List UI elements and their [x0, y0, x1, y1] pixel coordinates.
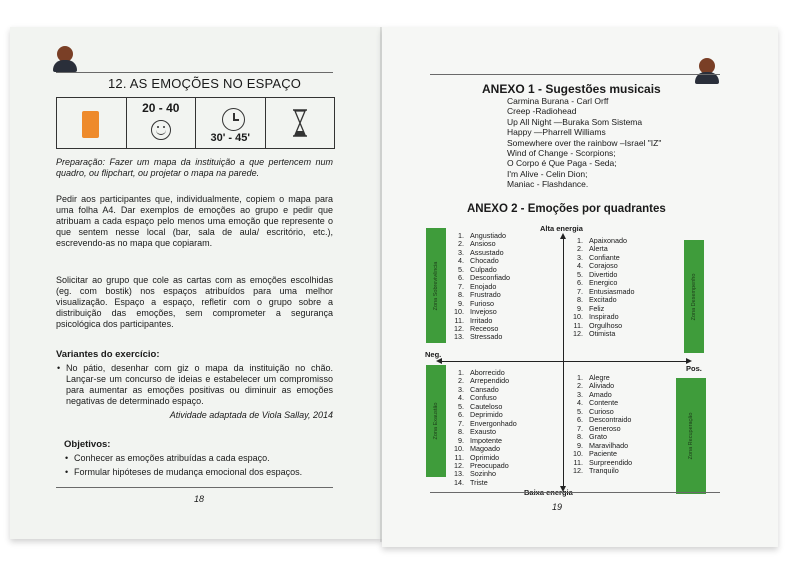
emotion-number: 9.	[458, 435, 464, 445]
emotion-label: Apaixonado	[589, 236, 627, 245]
annex-1-title: ANEXO 1 - Sugestões musicais	[482, 82, 661, 96]
emotion-label: Enojado	[470, 281, 497, 291]
quadrant-top-left-list	[452, 232, 510, 342]
emotion-number: 3.	[458, 247, 464, 257]
emotion-label: Alerta	[589, 244, 608, 254]
valence-axis	[440, 361, 688, 362]
song-item: I'm Alive - Celin Dion;	[507, 168, 588, 179]
song-item: O Corpo é Que Paga - Seda;	[507, 158, 617, 169]
emotion-label: Oprimido	[470, 452, 500, 462]
arrow-left-icon	[436, 358, 442, 364]
emotion-label: Chocado	[470, 256, 499, 266]
emotion-item	[452, 333, 510, 341]
arrow-up-icon	[560, 233, 566, 239]
preparation-text: Preparação: Fazer um mapa da instituição a que pertencem num quadro, ou flipchart, ou projetar o mapa na parede.	[56, 157, 333, 178]
emotion-number: 4.	[458, 256, 464, 266]
emotion-number: 6.	[577, 415, 583, 425]
variant-item: • No pátio, desenhar com giz o mapa da instituição no chão. Lançar-se um concurso de ideias e estabelecer um compromisso para aumentar as emoções positivas ou diminuir as emoções negativas de determinado espaço.	[66, 363, 333, 407]
emotion-number: 2.	[458, 376, 464, 386]
zone-bar-bottom-right	[676, 378, 706, 494]
emotion-label: Cansado	[470, 384, 499, 394]
emotion-number: 11.	[573, 320, 583, 330]
page-number: 19	[552, 502, 563, 512]
emotion-number: 8.	[458, 290, 464, 300]
emotion-label: Exausto	[470, 427, 496, 437]
emotion-label: Frustrado	[470, 290, 501, 300]
emotion-label: Excitado	[589, 295, 617, 305]
clock-icon	[222, 108, 245, 131]
emotion-label: Angustiado	[470, 231, 506, 240]
zone-bar-top-left	[426, 228, 446, 343]
materials-cell	[57, 98, 127, 148]
emotion-label: Ansioso	[470, 239, 496, 249]
emotion-label: Feliz	[589, 303, 605, 313]
emotion-label: Confiante	[589, 252, 620, 262]
emotion-label: Stressado	[470, 332, 503, 342]
emotion-label: Grato	[589, 432, 607, 442]
emotion-label: Sozinho	[470, 469, 496, 479]
emotion-number: 10.	[573, 449, 583, 459]
emotion-number: 9.	[458, 298, 464, 308]
emotion-number: 1.	[458, 231, 464, 240]
emotion-number: 12.	[573, 328, 583, 338]
emotion-label: Curioso	[589, 406, 614, 416]
emotion-label: Alegre	[589, 373, 610, 382]
participants-range: 20 - 40	[142, 101, 180, 115]
zone-bar-bottom-left	[426, 365, 446, 477]
quadrant-bottom-right-list	[571, 374, 632, 475]
emotion-number: 7.	[458, 418, 464, 428]
page-number: 18	[194, 494, 205, 504]
emotion-number: 12.	[454, 323, 464, 333]
smiley-icon	[151, 120, 171, 140]
emotion-label: Aborrecido	[470, 368, 505, 377]
objectives-heading: Objetivos:	[64, 439, 111, 450]
header-rule	[430, 74, 720, 75]
emotion-item	[571, 467, 632, 475]
activity-title: 12. AS EMOÇÕES NO ESPAÇO	[108, 76, 302, 91]
emotion-number: 5.	[577, 269, 583, 279]
child-avatar-icon	[694, 58, 720, 84]
energy-axis	[563, 238, 564, 490]
emotion-label: Magoado	[470, 444, 500, 454]
quadrant-bottom-left-list	[452, 369, 517, 487]
emotion-number: 1.	[577, 373, 583, 382]
emotion-label: Deprimido	[470, 410, 503, 420]
emotion-label: Assustado	[470, 247, 504, 257]
emotion-number: 3.	[577, 252, 583, 262]
footer-rule	[56, 487, 333, 488]
axis-label-right: Pos.	[686, 364, 702, 373]
emotion-label: Arrependido	[470, 376, 510, 386]
emotion-number: 10.	[454, 307, 464, 317]
emotion-number: 13.	[454, 469, 464, 479]
emotion-number: 1.	[577, 236, 583, 245]
emotion-number: 12.	[454, 460, 464, 470]
emotion-number: 11.	[454, 315, 464, 325]
emotion-item	[452, 479, 517, 487]
song-item: Happy —Pharrell Williams	[507, 127, 606, 138]
emotion-label: Inspirado	[589, 312, 619, 322]
emotion-number: 12.	[573, 465, 583, 475]
arrow-right-icon	[686, 358, 692, 364]
instructions-paragraph-1: Pedir aos participantes que, individualmente, copiem o mapa para uma folha A4. Dar exemplos de emoções ao grupo e pedir que atribuam a cada espaço pelo menos uma emoção que represente o que sentem nesse local (bar, sala de aula/ escritório, etc.), escrevendo-as no mapa que copiaram.	[56, 194, 333, 248]
zone-label: Zona Exaustão	[433, 402, 439, 440]
song-item: Maniac - Flashdance.	[507, 179, 589, 190]
emotion-number: 5.	[458, 401, 464, 411]
emotion-number: 5.	[577, 406, 583, 416]
emotion-label: Cauteloso	[470, 401, 503, 411]
emotion-number: 11.	[573, 457, 583, 467]
axis-label-left: Neg.	[425, 350, 442, 359]
emotion-number: 3.	[577, 389, 583, 399]
emotion-label: Envergonhado	[470, 418, 517, 428]
music-suggestions-list	[507, 96, 661, 190]
footer-rule	[430, 492, 720, 493]
card-icon	[82, 111, 99, 138]
header-rule	[56, 72, 333, 73]
emotion-label: Culpado	[470, 264, 497, 274]
emotion-number: 7.	[577, 286, 583, 296]
zone-label: Zona Recuperação	[688, 412, 694, 460]
emotion-label: Tranquilo	[589, 465, 619, 475]
duration-cell	[196, 98, 266, 148]
emotion-item	[571, 330, 635, 338]
emotion-label: Divertido	[589, 269, 618, 279]
emotion-number: 6.	[458, 273, 464, 283]
duration-value: 30' - 45'	[210, 132, 250, 144]
emotion-label: Corajoso	[589, 261, 618, 271]
emotion-number: 10.	[454, 444, 464, 454]
activity-info-boxes	[56, 97, 335, 149]
emotion-number: 10.	[573, 312, 583, 322]
song-item: Carmina Burana - Carl Orff	[507, 96, 609, 106]
emotion-label: Receoso	[470, 323, 499, 333]
emotion-label: Maravilhado	[589, 440, 629, 450]
emotion-number: 8.	[577, 432, 583, 442]
emotion-label: Contente	[589, 398, 619, 408]
emotion-number: 14.	[454, 477, 464, 487]
emotion-label: Energico	[589, 278, 618, 288]
emotion-label: Entusiasmado	[589, 286, 635, 296]
zone-label: Zona Desempenho	[691, 273, 697, 320]
song-item: Wind of Change - Scorpions;	[507, 148, 616, 159]
activity-credit: Atividade adaptada de Viola Sallay, 2014	[169, 410, 333, 420]
emotion-number: 8.	[577, 295, 583, 305]
emotion-label: Preocupado	[470, 460, 509, 470]
variants-heading: Variantes do exercício:	[56, 349, 160, 360]
song-item: Up All Night —Buraka Som Sistema	[507, 116, 643, 127]
emotion-label: Aliviado	[589, 381, 615, 391]
objective-item: • Formular hipóteses de mudança emocional dos espaços.	[74, 467, 334, 478]
emotion-number: 8.	[458, 427, 464, 437]
emotion-label: Triste	[470, 477, 488, 487]
emotion-label: Invejoso	[470, 307, 497, 317]
emotion-label: Paciente	[589, 449, 617, 459]
emotion-label: Descontraido	[589, 415, 632, 425]
hourglass-cell	[266, 98, 335, 148]
emotion-label: Orgulhoso	[589, 320, 623, 330]
song-item: Somewhere over the rainbow –Israel "IZ"	[507, 137, 662, 148]
zone-bar-top-right	[684, 240, 704, 353]
emotion-label: Otimista	[589, 328, 616, 338]
emotion-number: 2.	[577, 244, 583, 254]
emotion-number: 7.	[577, 423, 583, 433]
emotion-number: 3.	[458, 384, 464, 394]
objective-item: • Conhecer as emoções atribuídas a cada espaço.	[74, 453, 334, 464]
emotion-number: 6.	[577, 278, 583, 288]
emotion-label: Surpreendido	[589, 457, 633, 467]
emotion-number: 2.	[458, 239, 464, 249]
instructions-paragraph-2: Solicitar ao grupo que cole as cartas com as emoções escolhidas (eg. com bostik) nos espaços atribuídos para uma melhor visualização. Espaço a espaço, refletir com o grupo sobre a distribuição das emoções, sem comprometer a segurança psicológica dos participantes.	[56, 275, 333, 329]
emotion-number: 5.	[458, 264, 464, 274]
song-item: Creep -Radiohead	[507, 106, 577, 117]
emotion-number: 11.	[454, 452, 464, 462]
annex-2-title: ANEXO 2 - Emoções por quadrantes	[467, 203, 666, 215]
emotion-label: Irritado	[470, 315, 493, 325]
child-avatar-icon	[52, 46, 78, 72]
emotion-label: Impotente	[470, 435, 502, 445]
emotion-label: Generoso	[589, 423, 621, 433]
hourglass-icon	[292, 109, 308, 137]
emotion-label: Amado	[589, 389, 612, 399]
emotion-number: 4.	[577, 398, 583, 408]
emotion-number: 9.	[577, 303, 583, 313]
emotion-number: 9.	[577, 440, 583, 450]
emotion-number: 13.	[454, 332, 464, 342]
participants-cell	[127, 98, 197, 148]
axis-label-top: Alta energia	[540, 224, 583, 233]
emotion-label: Furioso	[470, 298, 494, 308]
emotion-number: 6.	[458, 410, 464, 420]
quadrant-top-right-list	[571, 237, 635, 338]
emotion-label: Confuso	[470, 393, 497, 403]
emotion-label: Desconfiado	[470, 273, 510, 283]
emotion-number: 7.	[458, 281, 464, 291]
emotion-number: 2.	[577, 381, 583, 391]
emotion-number: 1.	[458, 368, 464, 377]
emotion-number: 4.	[577, 261, 583, 271]
emotion-number: 4.	[458, 393, 464, 403]
zone-label: Zona Sobrevivência	[433, 261, 439, 310]
